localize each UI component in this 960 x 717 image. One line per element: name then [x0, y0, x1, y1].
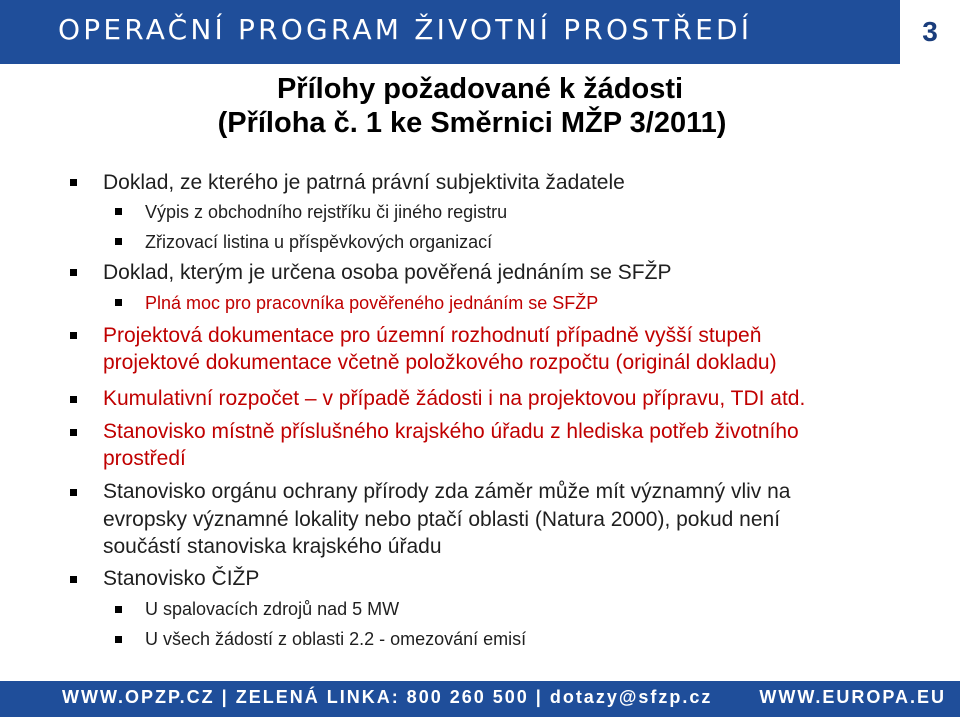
- bullet-square-icon: [115, 208, 122, 215]
- bullet-square-icon: [70, 269, 77, 276]
- list-item-line: Stanovisko orgánu ochrany přírody zda záměr může mít významný vliv na: [103, 480, 791, 503]
- slide-title-line1: Přílohy požadované k žádosti: [276, 73, 684, 105]
- footer-bar: [0, 681, 960, 717]
- slide-title-line2: (Příloha č. 1 ke Směrnici MŽP 3/2011): [217, 107, 727, 139]
- bullet-square-icon: [70, 429, 77, 436]
- bullet-square-icon: [70, 179, 77, 186]
- list-item-line: Stanovisko místně příslušného krajského úřadu z hlediska potřeb životního: [103, 420, 799, 443]
- slide-title: [0, 72, 960, 140]
- bullet-square-icon: [70, 332, 77, 339]
- footer-contact: WWW.OPZP.CZ | ZELENÁ LINKA: 800 260 500 | dotazy@sfzp.cz: [62, 687, 713, 707]
- list-item: Plná moc pro pracovníka pověřeného jednáním se SFŽP: [145, 293, 599, 313]
- list-item: Zřizovací listina u příspěvkových organizací: [145, 232, 493, 252]
- program-title: OPERAČNÍ PROGRAM ŽIVOTNÍ PROSTŘEDÍ: [58, 13, 753, 46]
- list-item-line: Projektová dokumentace pro územní rozhodnutí případně vyšší stupeň: [103, 324, 762, 347]
- list-item-line: prostředí: [103, 447, 186, 470]
- list-item: Doklad, kterým je určena osoba pověřená jednáním se SFŽP: [103, 261, 672, 284]
- list-item: Výpis z obchodního rejstříku či jiného registru: [145, 202, 508, 222]
- list-item-line: součástí stanoviska krajského úřadu: [103, 535, 442, 558]
- list-item: Doklad, ze kterého je patrná právní subjektivita žadatele: [103, 171, 625, 194]
- bullet-square-icon: [70, 576, 77, 583]
- list-item: U spalovacích zdrojů nad 5 MW: [145, 599, 400, 619]
- page-number: 3: [900, 0, 960, 64]
- bullet-square-icon: [115, 238, 122, 245]
- header-bar: [0, 0, 960, 64]
- bullet-square-icon: [115, 606, 122, 613]
- bullet-square-icon: [115, 299, 122, 306]
- footer-europa-link[interactable]: WWW.EUROPA.EU: [759, 687, 946, 707]
- bullet-square-icon: [70, 396, 77, 403]
- list-item-line: evropsky významné lokality nebo ptačí oblasti (Natura 2000), pokud není: [103, 508, 781, 531]
- list-item: Kumulativní rozpočet – v případě žádosti i na projektovou přípravu, TDI atd.: [103, 387, 806, 410]
- list-item: U všech žádostí z oblasti 2.2 - omezování emisí: [145, 629, 527, 649]
- bullet-square-icon: [70, 489, 77, 496]
- list-item-line: projektové dokumentace včetně položkového rozpočtu (originál dokladu): [103, 351, 777, 374]
- bullet-square-icon: [115, 636, 122, 643]
- list-item: Stanovisko ČIŽP: [103, 567, 260, 590]
